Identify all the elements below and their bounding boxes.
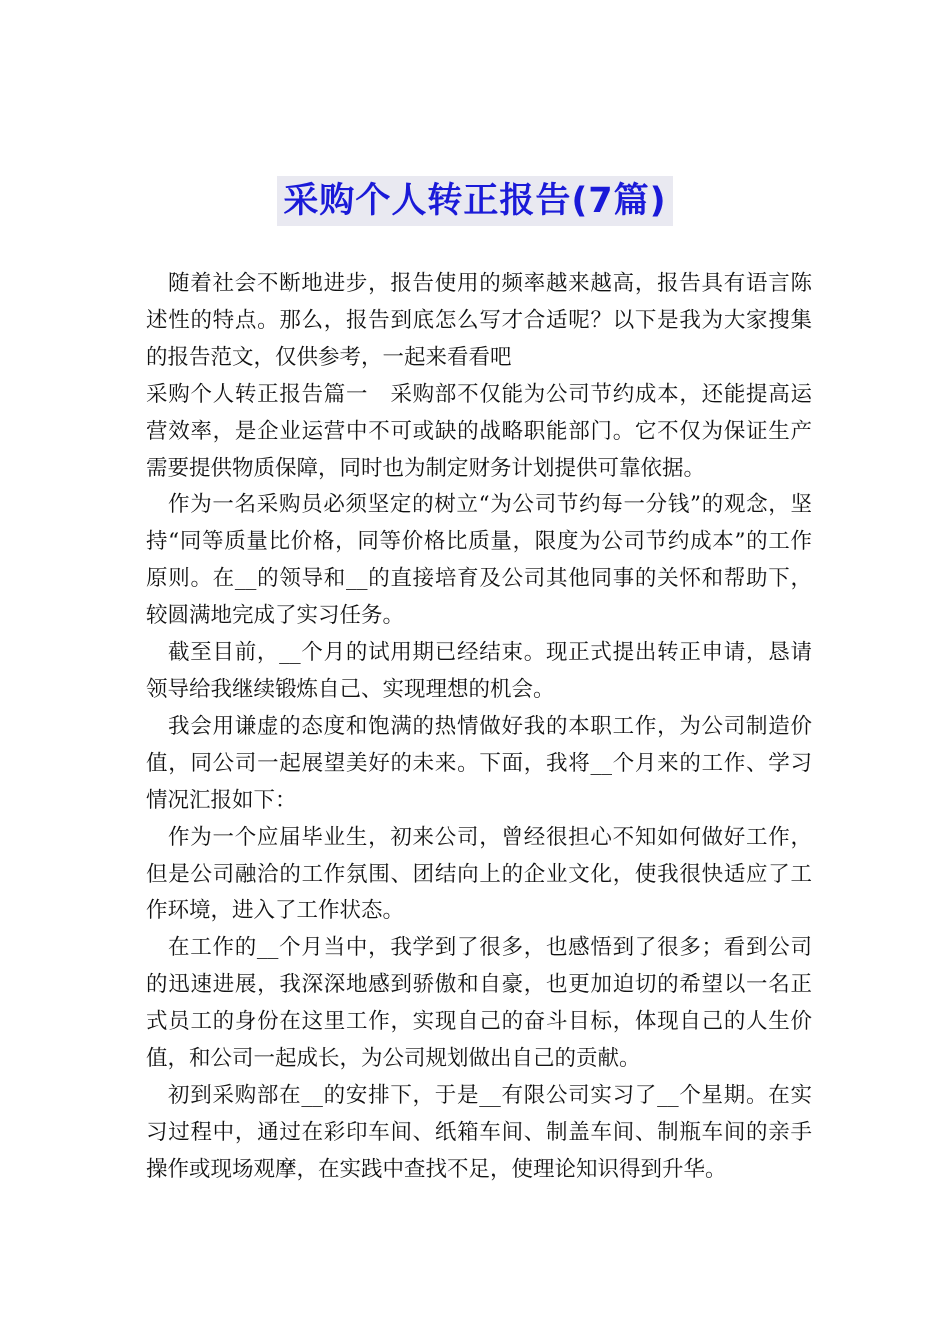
paragraph: 作为一个应届毕业生，初来公司，曾经很担心不知如何做好工作，但是公司融洽的工作氛围、团结向上的企业文化，使我很快适应了工作环境，进入了工作状态。 <box>146 824 812 924</box>
paragraph-section-one-heading: 采购个人转正报告篇一 采购部不仅能为公司节约成本，还能提高运营效率，是企业运营中不可或缺的战略职能部门。它不仅为保证生产需要提供物质保障，同时也为制定财务计划提供可靠依据。 <box>146 381 812 481</box>
paragraph-intro: 随着社会不断地进步，报告使用的频率越来越高，报告具有语言陈述性的特点。那么，报告到底怎么写才合适呢？以下是我为大家搜集的报告范文，仅供参考，一起来看看吧 <box>146 271 812 370</box>
paragraph: 在工作的__个月当中，我学到了很多，也感悟到了很多；看到公司的迅速进展，我深深地感到骄傲和自豪，也更加迫切的希望以一名正式员工的身份在这里工作，实现自己的奋斗目标，体现自己的人生价值，和公司一起成长，为公司规划做出自己的贡献。 <box>146 935 812 1072</box>
paragraph: 作为一名采购员必须坚定的树立“为公司节约每一分钱”的观念，坚持“同等质量比价格，同等价格比质量，限度为公司节约成本”的工作原则。在__的领导和__的直接培育及公司其他同事的关怀和帮助下，较圆满地完成了实习任务。 <box>146 492 812 629</box>
paragraph: 截至目前，__个月的试用期已经结束。现正式提出转正申请，恳请领导给我继续锻炼自己、实现理想的机会。 <box>146 640 812 702</box>
paragraph: 初到采购部在__的安排下，于是__有限公司实习了__个星期。在实习过程中，通过在彩印车间、纸箱车间、制盖车间、制瓶车间的亲手操作或现场观摩，在实践中查找不足，使理论知识得到升华。 <box>146 1082 812 1182</box>
title-container <box>0 176 950 226</box>
document-body <box>146 266 812 1189</box>
document-title: 采购个人转正报告(7篇) <box>277 176 672 226</box>
paragraph: 我会用谦虚的态度和饱满的热情做好我的本职工作，为公司制造价值，同公司一起展望美好的未来。下面，我将__个月来的工作、学习情况汇报如下： <box>146 713 812 813</box>
